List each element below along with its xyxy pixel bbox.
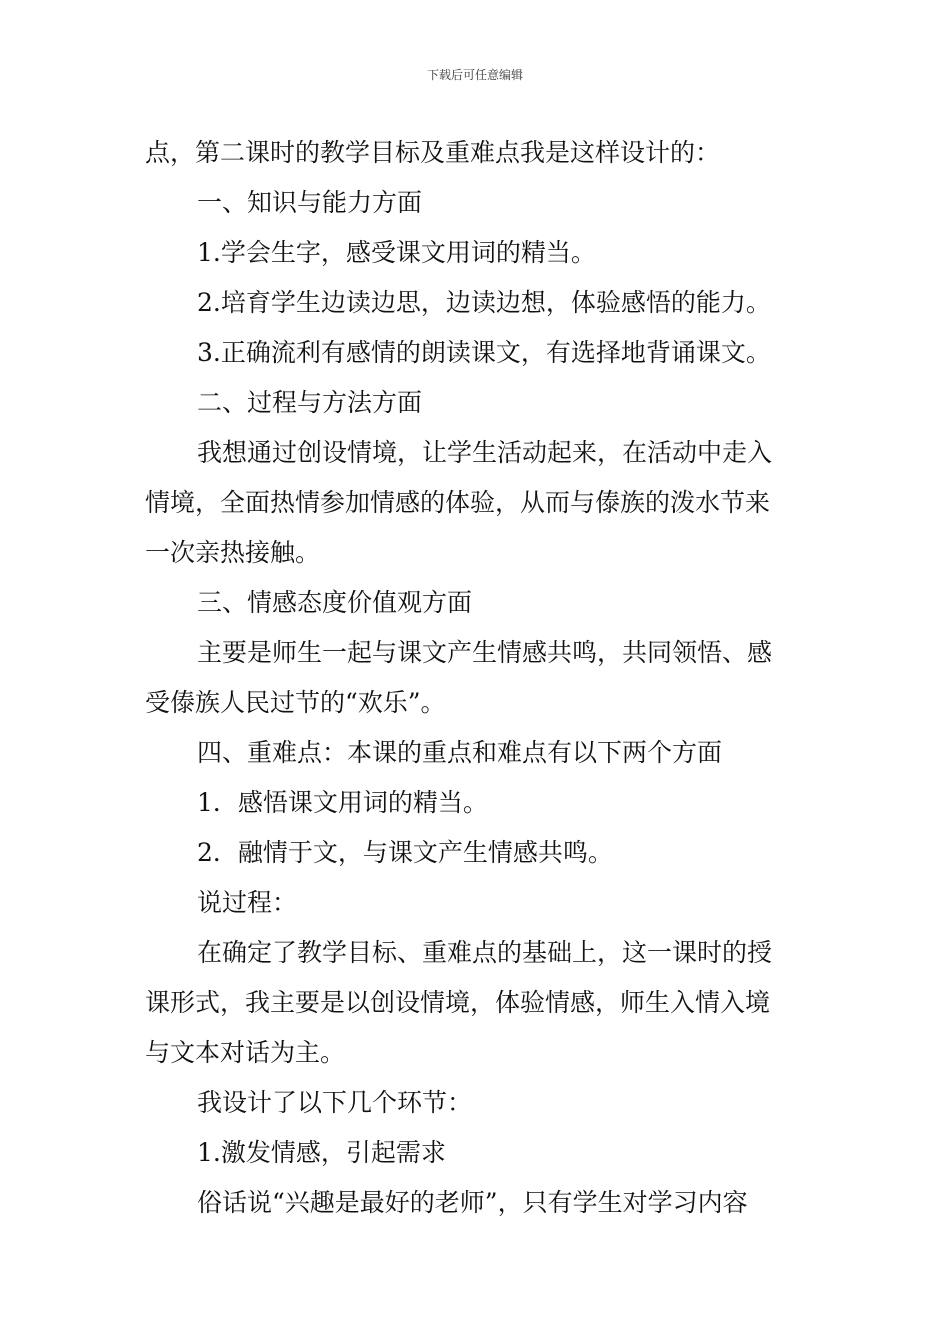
text-line: 主要是师生一起与课文产生情感共鸣，共同领悟、感 — [197, 638, 773, 667]
text-line: 俗话说“兴趣是最好的老师”，只有学生对学习内容 — [197, 1188, 748, 1217]
text-line: 点，第二课时的教学目标及重难点我是这样设计的： — [145, 138, 721, 167]
text-line: 2.培育学生边读边思，边读边想，体验感悟的能力。 — [197, 288, 771, 317]
text-line: 1.激发情感，引起需求 — [197, 1138, 446, 1167]
text-line: 我设计了以下几个环节： — [197, 1088, 473, 1117]
text-line: 与文本对话为主。 — [145, 1038, 346, 1067]
text-line: 受傣族人民过节的“欢乐”。 — [145, 688, 446, 717]
text-line: 情境，全面热情参加情感的体验，从而与傣族的泼水节来 — [145, 488, 771, 517]
text-line: 在确定了教学目标、重难点的基础上，这一课时的授 — [197, 938, 773, 967]
text-line: 课形式，我主要是以创设情境，体验情感，师生入情入境 — [145, 988, 771, 1017]
document-body — [145, 128, 815, 1228]
text-line: 说过程： — [197, 888, 298, 917]
text-line: 一次亲热接触。 — [145, 538, 321, 567]
text-line: 2．融情于文，与课文产生情感共鸣。 — [197, 838, 613, 867]
text-line: 一、知识与能力方面 — [197, 188, 423, 217]
text-line: 四、重难点：本课的重点和难点有以下两个方面 — [197, 738, 723, 767]
text-line: 二、过程与方法方面 — [197, 388, 423, 417]
text-line: 我想通过创设情境，让学生活动起来，在活动中走入 — [197, 438, 773, 467]
text-line: 三、情感态度价值观方面 — [197, 588, 473, 617]
text-line: 1．感悟课文用词的精当。 — [197, 788, 488, 817]
text-line: 1.学会生字，感受课文用词的精当。 — [197, 238, 596, 267]
page-header: 下载后可任意编辑 — [426, 68, 523, 82]
text-line: 3.正确流利有感情的朗读课文，有选择地背诵课文。 — [197, 338, 771, 367]
